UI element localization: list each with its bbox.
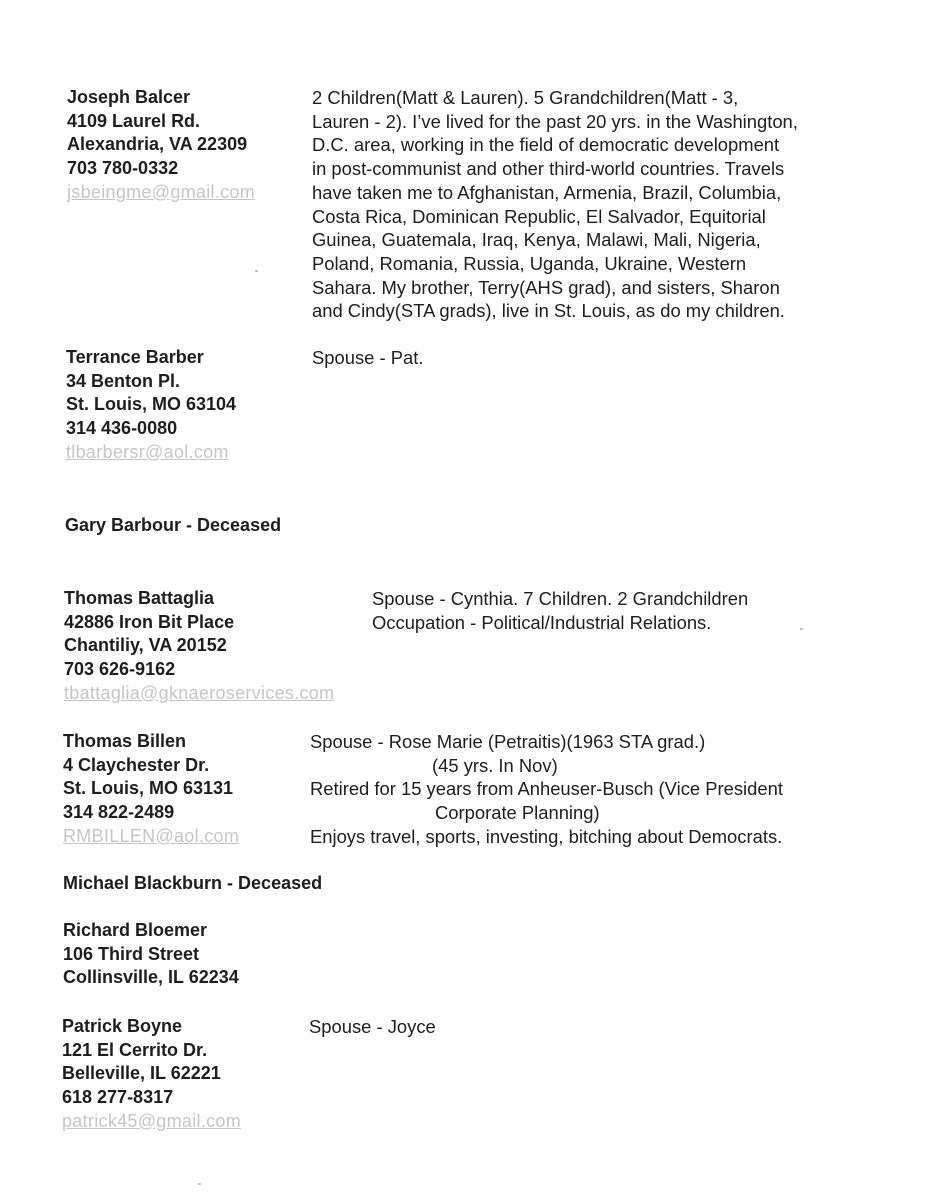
street-address: 4109 Laurel Rd.: [67, 110, 201, 131]
scan-speck: [198, 1183, 201, 1185]
description-line: Lauren - 2). I’ve lived for the past 20 yrs. in the Washington,: [312, 110, 798, 132]
phone-number: 314 436-0080: [66, 418, 178, 439]
entry-name: Patrick Boyne: [62, 1016, 183, 1036]
entry-name: Thomas Billen: [63, 731, 187, 751]
entry-name: Thomas Battaglia: [64, 588, 215, 608]
entry-name: Richard Bloemer: [63, 920, 208, 940]
description-line: Sahara. My brother, Terry(AHS grad), and sisters, Sharon: [312, 276, 780, 298]
street-address: 4 Claychester Dr.: [63, 754, 210, 775]
phone-number: 314 822-2489: [63, 802, 175, 823]
description-line: Spouse - Pat.: [312, 347, 424, 368]
email-link[interactable]: tbattaglia@gknaeroservices.com: [64, 682, 335, 703]
email-link[interactable]: jsbeingme@gmail.com: [67, 181, 256, 202]
phone-number: 703 626-9162: [64, 659, 176, 680]
street-address: 121 El Cerrito Dr.: [62, 1039, 208, 1060]
address-block: [63, 730, 239, 849]
entry-name: Joseph Balcer: [67, 87, 191, 107]
address-block: [64, 587, 334, 706]
scan-speck: [255, 270, 258, 272]
description-line: Occupation - Political/Industrial Relations.: [372, 611, 712, 633]
street-address: 42886 Iron Bit Place: [64, 611, 235, 632]
description-line: Costa Rica, Dominican Republic, El Salvador, Equitorial: [312, 205, 766, 227]
city-state-zip: Chantiliy, VA 20152: [64, 635, 227, 656]
entry-description: [310, 730, 783, 849]
description-line: have taken me to Afghanistan, Armenia, Brazil, Columbia,: [312, 181, 782, 203]
description-line: Spouse - Rose Marie (Petraitis)(1963 STA grad.): [310, 731, 706, 752]
address-block: [63, 919, 239, 990]
address-block: [66, 346, 236, 465]
deceased-michael-blackburn: Michael Blackburn - Deceased: [63, 873, 323, 893]
scan-speck: [800, 628, 803, 630]
entry-description: [312, 86, 798, 323]
city-state-zip: Alexandria, VA 22309: [67, 134, 248, 155]
deceased-gary-barbour: Gary Barbour - Deceased: [65, 515, 282, 535]
city-state-zip: St. Louis, MO 63131: [63, 778, 234, 799]
address-block: [67, 86, 255, 205]
description-line: and Cindy(STA grads), live in St. Louis, as do my children.: [312, 300, 785, 322]
street-address: 106 Third Street: [63, 943, 200, 964]
description-line: Poland, Romania, Russia, Uganda, Ukraine, Western: [312, 252, 747, 274]
entry-description: [312, 346, 423, 370]
description-line: Spouse - Cynthia. 7 Children. 2 Grandchildren: [372, 588, 749, 609]
entry-name: Terrance Barber: [66, 347, 204, 367]
email-link[interactable]: tlbarbersr@aol.com: [66, 441, 229, 462]
description-line: Spouse - Joyce: [309, 1016, 436, 1037]
entry-description: [309, 1015, 436, 1039]
description-line: in post-communist and other third-world countries. Travels: [312, 158, 785, 180]
description-line: Retired for 15 years from Anheuser-Busch (Vice President: [310, 778, 783, 800]
description-line: D.C. area, working in the field of democratic development: [312, 134, 780, 156]
description-line: Enjoys travel, sports, investing, bitching about Democrats.: [310, 825, 783, 847]
email-link[interactable]: RMBILLEN@aol.com: [63, 825, 240, 846]
city-state-zip: Collinsville, IL 62234: [63, 967, 239, 988]
address-block: [62, 1015, 241, 1134]
city-state-zip: Belleville, IL 62221: [62, 1063, 221, 1084]
description-line: Corporate Planning): [435, 802, 600, 824]
phone-number: 618 277-8317: [62, 1087, 174, 1108]
description-line: Guinea, Guatemala, Iraq, Kenya, Malawi, Mali, Nigeria,: [312, 229, 761, 251]
city-state-zip: St. Louis, MO 63104: [66, 394, 237, 415]
email-link[interactable]: patrick45@gmail.com: [62, 1110, 242, 1131]
street-address: 34 Benton Pl.: [66, 370, 181, 391]
entry-description: [372, 587, 748, 634]
description-line: 2 Children(Matt & Lauren). 5 Grandchildren(Matt - 3,: [312, 87, 739, 108]
phone-number: 703 780-0332: [67, 158, 179, 179]
description-line: (45 yrs. In Nov): [432, 754, 558, 776]
